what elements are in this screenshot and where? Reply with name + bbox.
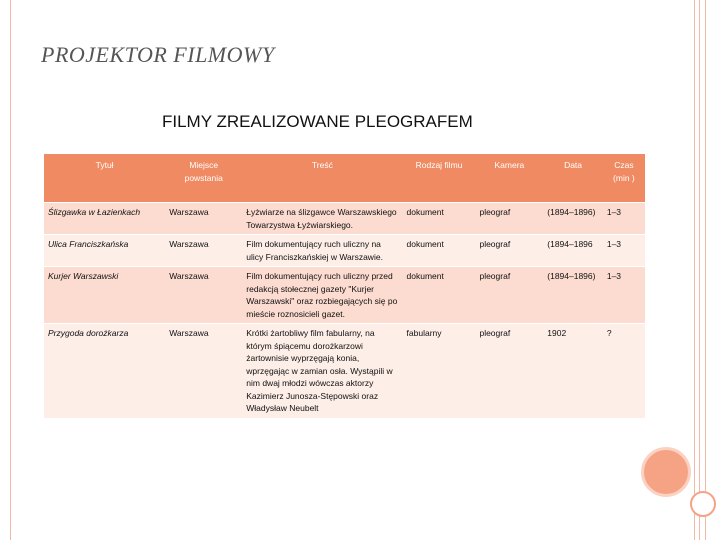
cell-place: Warszawa — [165, 235, 242, 267]
slide-subtitle: FILMY ZREALIZOWANE PLEOGRAFEM — [162, 112, 473, 131]
cell-film-type: fabularny — [403, 324, 476, 419]
right-decorative-line — [699, 0, 700, 540]
cell-title: Ulica Franciszkańska — [44, 235, 165, 267]
right-decorative-line — [694, 0, 695, 540]
cell-content: Film dokumentujący ruch uliczny przed redakcją stołecznej gazety "Kurjer Warszawski" oraz rozbiegających się po mieście roznosicieli gazet. — [242, 267, 402, 324]
cell-duration: 1–3 — [603, 267, 645, 324]
cell-title: Kurjer Warszawski — [44, 267, 165, 324]
table-row — [44, 235, 645, 267]
cell-camera: pleograf — [475, 267, 543, 324]
cell-camera: pleograf — [475, 324, 543, 419]
decorative-circle-large — [641, 447, 691, 497]
header-camera: Kamera — [475, 154, 543, 203]
header-place: Miejsce powstania — [165, 154, 242, 203]
right-decorative-line — [705, 0, 706, 540]
left-decorative-line — [10, 0, 11, 540]
cell-title: Przygoda dorożkarza — [44, 324, 165, 419]
cell-title: Ślizgawka w Łazienkach — [44, 203, 165, 235]
cell-place: Warszawa — [165, 203, 242, 235]
cell-date: 1902 — [543, 324, 603, 419]
table-row — [44, 267, 645, 324]
table-header-row — [44, 154, 645, 203]
cell-duration: 1–3 — [603, 203, 645, 235]
header-film-type: Rodzaj filmu — [403, 154, 476, 203]
cell-film-type: dokument — [403, 267, 476, 324]
table-row — [44, 324, 645, 419]
cell-duration: 1–3 — [603, 235, 645, 267]
cell-date: (1894–1896 — [543, 235, 603, 267]
header-date: Data — [543, 154, 603, 203]
cell-date: (1894–1896) — [543, 203, 603, 235]
cell-content: Łyżwiarze na ślizgawce Warszawskiego Towarzystwa Łyżwiarskiego. — [242, 203, 402, 235]
films-table — [44, 154, 645, 419]
cell-date: (1894–1896) — [543, 267, 603, 324]
cell-content: Film dokumentujący ruch uliczny na ulicy Franciszkańskiej w Warszawie. — [242, 235, 402, 267]
table-row — [44, 203, 645, 235]
cell-camera: pleograf — [475, 203, 543, 235]
cell-film-type: dokument — [403, 203, 476, 235]
cell-content: Krótki żartobliwy film fabularny, na którym śpiącemu dorożkarzowi żartownisie wyprzęgają konia, wprzęgając w zamian osła. Wystąpili w nim dwaj młodzi wówczas aktorzy Kazimierz Junosza-Stępowski oraz Władysław Neubelt — [242, 324, 402, 419]
cell-film-type: dokument — [403, 235, 476, 267]
header-duration: Czas (min ) — [603, 154, 645, 203]
slide-heading: PROJEKTOR FILMOWY — [41, 42, 275, 67]
cell-duration: ? — [603, 324, 645, 419]
header-content: Treść — [242, 154, 402, 203]
decorative-circle-small — [690, 491, 716, 517]
header-title: Tytuł — [44, 154, 165, 203]
cell-place: Warszawa — [165, 267, 242, 324]
cell-camera: pleograf — [475, 235, 543, 267]
cell-place: Warszawa — [165, 324, 242, 419]
